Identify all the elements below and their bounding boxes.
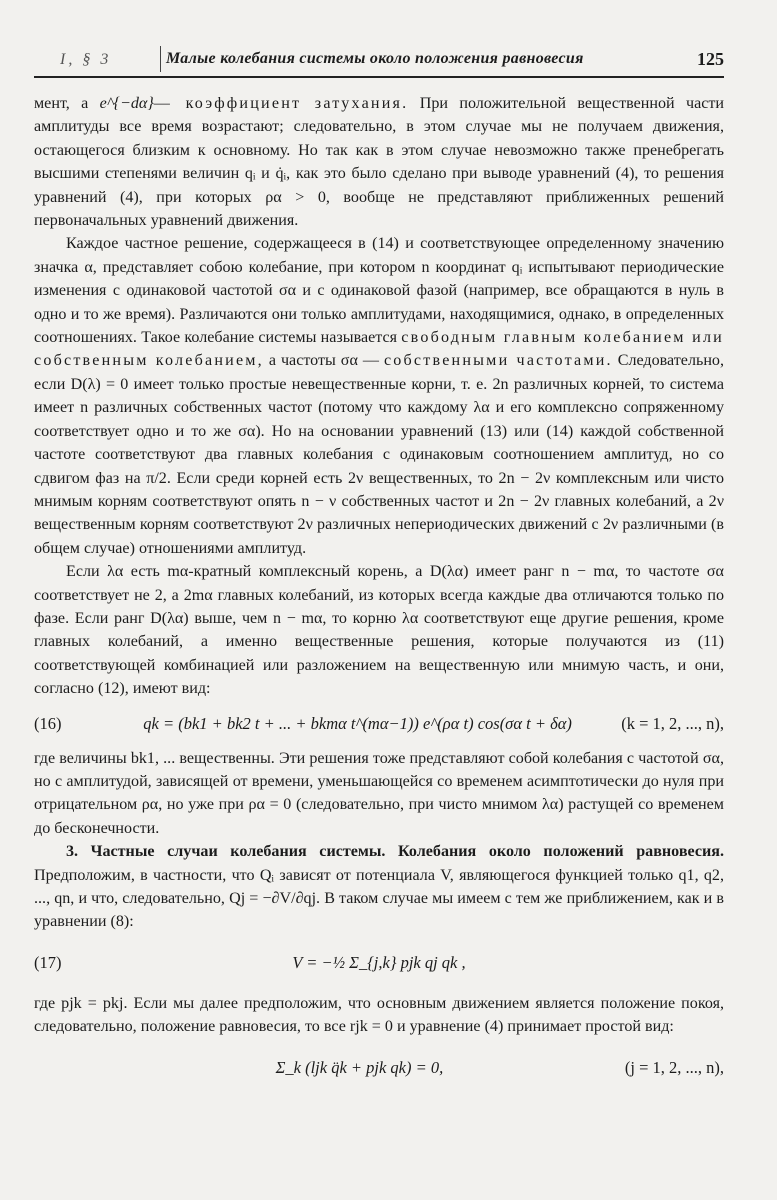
paragraph-3: Если λα есть mα-кратный комплексный корень, а D(λα) имеет ранг n − mα, то частоте σα соответствует не 2, а 2mα главных колебаний, из которых всегда каждые два отличаются только по фазе. Если ранг D(λα) выше, чем n − mα, то корню λα соответствуют еще другие решения, кроме главных колебаний, а именно вещественные решения, которые получаются из (11) соответствующей комбинацией или разложением на вещественную или мнимую часть, и они, согласно (12), имеют вид:: [34, 563, 724, 698]
equation-label: (16): [34, 713, 62, 733]
equation-range: (j = 1, 2, ..., n),: [624, 1057, 724, 1077]
page-number: 125: [697, 49, 724, 69]
equation-18: [34, 1045, 724, 1091]
paragraph-1: мент, а e^{−dα}— коэффициент затухания. При положительной вещественной части амплитуды все время возрастают; следовательно, в этом случае мы не получаем движения, остающегося близким к основному. Но так как в этом случае невозможно также пренебрегать высшими степенями величин qᵢ и q̇ᵢ, как это было сделано при выводе уравнений (4), то решения уравнений (4), при которых ρα > 0, вообще не представляют приближенных решений первоначальных уравнений движения.: [34, 95, 724, 230]
paragraph-5: 3. Частные случаи колебания системы. Колебания около положений равновесия. Предположим, в частности, что Qᵢ зависят от потенциала V, являющегося функцией только q1, q2, ..., qn, и что, следовательно, Qj = −∂V/∂qj. В таком случае мы имеем с тем же приближением, как и в уравнении (8):: [34, 843, 724, 931]
equation-body: qk = (bk1 + bk2 t + ... + bkmα t^(mα−1)) e^(ρα t) cos(σα t + δα): [143, 713, 572, 733]
header-divider: [160, 46, 161, 72]
page-body: [34, 92, 724, 1091]
equation-body: V = −½ Σ_{j,k} pjk qj qk ,: [292, 953, 466, 973]
equation-range: (k = 1, 2, ..., n),: [621, 713, 724, 733]
running-header: [34, 42, 724, 78]
damping-exponent: e^{−dα}: [99, 95, 154, 112]
equation-17: [34, 940, 724, 986]
chapter-title: Малые колебания системы около положения равновесия: [166, 50, 584, 67]
equation-16: [34, 701, 724, 747]
equation-label: (17): [34, 953, 62, 973]
paragraph-4: где величины bk1, ... вещественны. Эти решения тоже представляют собой колебания с частотой σα, но с амплитудой, зависящей от времени, уменьшающейся со временем асимптотически до нуля при отрицательном ρα, но уже при ρα = 0 (следовательно, при чисто мнимом λα) растущей со временем до бесконечности.: [34, 749, 724, 837]
equation-body: Σ_k (ljk q̈k + pjk qk) = 0,: [275, 1057, 444, 1077]
section-marker: I, § 3: [60, 51, 112, 68]
paragraph-6: где pjk = pkj. Если мы далее предположим, что основным движением является положение покоя, следовательно, положение равновесия, то все rjk = 0 и уравнение (4) принимает простой вид:: [34, 994, 724, 1036]
subsection-heading: 3. Частные случаи колебания системы. Колебания около положений равновесия.: [66, 843, 724, 861]
paragraph-2: Каждое частное решение, содержащееся в (14) и соответствующее определенному значению значка α, представляет собою колебание, при котором n координат qᵢ испытывают периодические изменения с одинаковой частотой σα и с одинаковой фазой (например, все обращаются в нуль в одно и то же время). Различаются они только амплитудами, находящимися, однако, в определенных соотношениях. Такое колебание системы называется свободным главным колебанием или собственным колебанием, а частоты σα — собственными частотами. Следовательно, если D(λ) = 0 имеет только простые невещественные корни, т. е. 2n различных корней, то система имеет n различных собственных частот (потому что каждому λα и его комплексно сопряженному соответствует одно и то же σα). Но на основании уравнений (13) или (14) каждой собственной частоте соответствуют два главных колебания с одинаковым соотношением амплитуд, но со сдвигом фаз на π/2. Если среди корней есть 2ν вещественных, то 2n − 2ν комплексным или чисто мнимым корням соответствуют опять n − ν собственных частот и 2n − 2ν главных колебаний, а 2ν вещественным корням соответствуют 2ν различных непериодических движений с 2ν различными (в общем случае) отношениями амплитуд.: [34, 235, 724, 557]
